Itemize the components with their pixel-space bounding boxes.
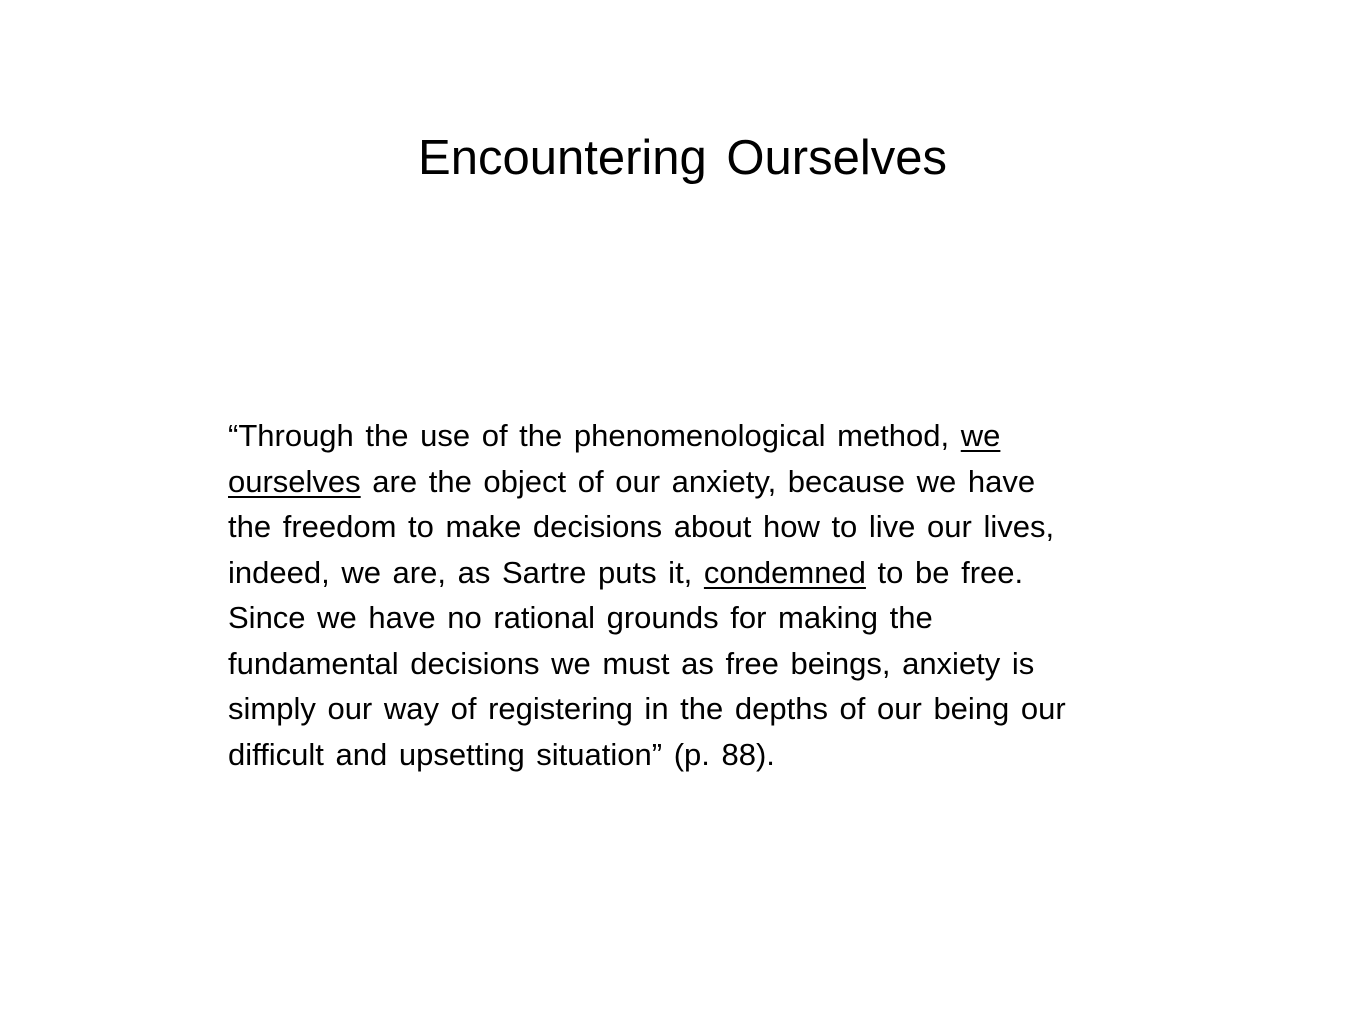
quote-text: to be free. <box>865 554 1024 590</box>
underlined-text: we <box>960 418 1001 453</box>
quote-text: fundamental decisions we must as free beings, anxiety is <box>228 645 1035 681</box>
quote-text: difficult and upsetting situation” (p. 88). <box>228 736 775 772</box>
quote-text: are the object of our anxiety, because we have <box>360 463 1036 499</box>
slide-title: Encountering Ourselves <box>418 131 947 185</box>
quote-text: the freedom to make decisions about how to live our lives, <box>228 509 1055 544</box>
quote-line <box>228 550 1218 596</box>
quote-line <box>228 459 1218 505</box>
quote-line <box>228 504 1218 550</box>
quote-block <box>228 413 1218 777</box>
quote-text: indeed, we are, as Sartre puts it, <box>228 554 704 590</box>
quote-text: Since we have no rational grounds for making the <box>228 600 933 635</box>
underlined-text: ourselves <box>228 463 361 499</box>
quote-line <box>228 732 1218 778</box>
quote-text: “Through the use of the phenomenological method, <box>228 418 961 453</box>
quote-line <box>228 413 1218 459</box>
quote-line <box>228 686 1218 732</box>
quote-line <box>228 641 1218 687</box>
quote-line <box>228 595 1218 641</box>
quote-text: simply our way of registering in the depths of our being our <box>228 691 1066 726</box>
underlined-text: condemned <box>703 554 866 590</box>
